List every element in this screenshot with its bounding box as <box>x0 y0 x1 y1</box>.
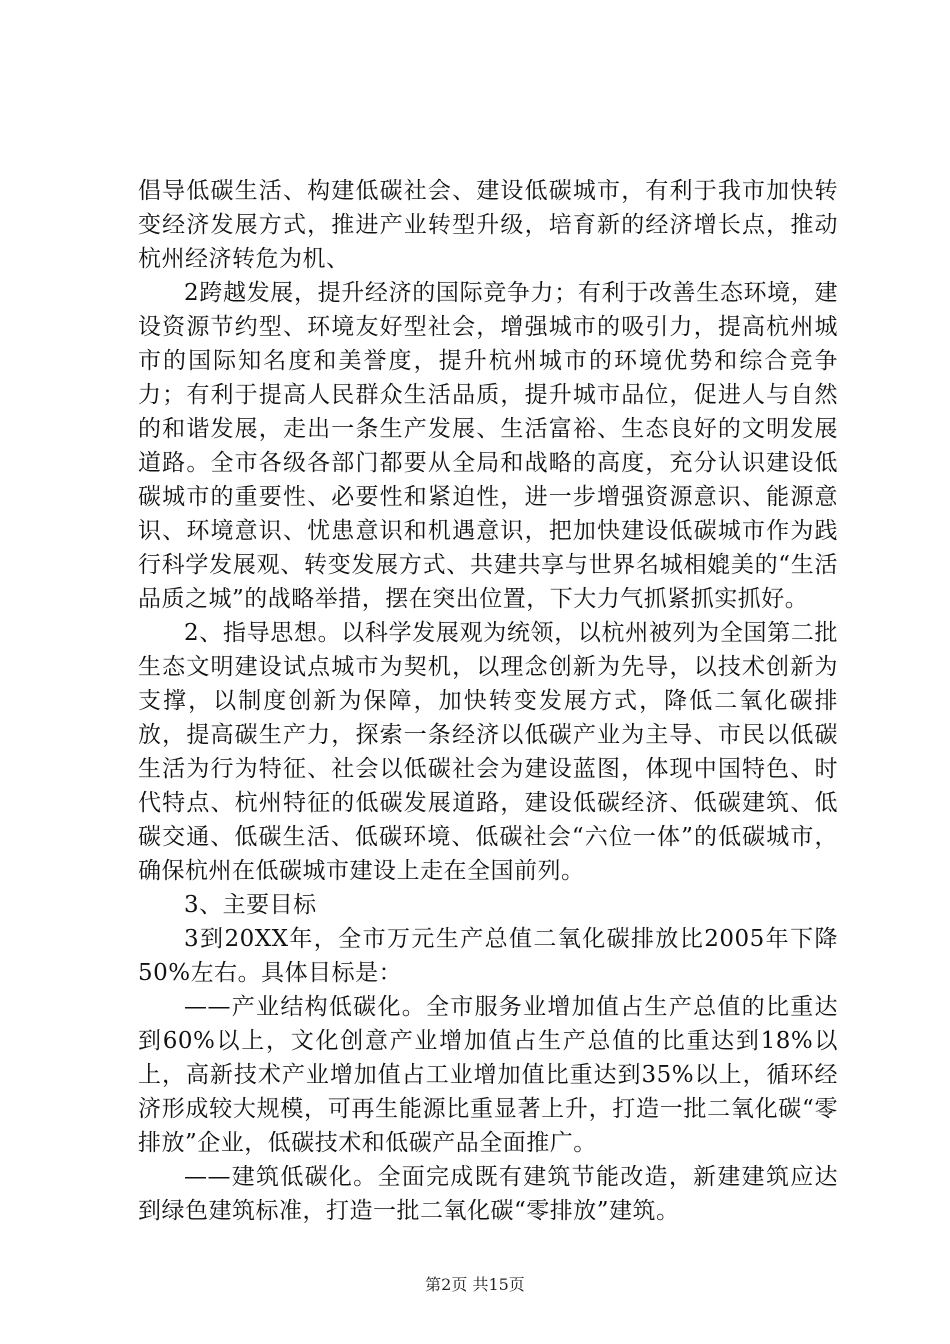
paragraph-intro-continuation: 倡导低碳生活、构建低碳社会、建设低碳城市，有利于我市加快转变经济发展方式，推进产业转型升级，培育新的经济增长点，推动杭州经济转危为机、 <box>138 178 838 272</box>
page-number: 第2页 共15页 <box>425 1275 525 1294</box>
document-body <box>138 174 838 1228</box>
page-footer <box>0 1275 950 1295</box>
paragraph-guiding-ideology: 2、指导思想。以科学发展观为统领，以杭州被列为全国第二批生态文明建设试点城市为契机，以理念创新为先导，以技术创新为支撑，以制度创新为保障，加快转变发展方式，降低二氧化碳排放，提高碳生产力，探索一条经济以低碳产业为主导、市民以低碳生活为行为特征、社会以低碳社会为建设蓝图，体现中国特色、时代特点、杭州特征的低碳发展道路，建设低碳经济、低碳建筑、低碳交通、低碳生活、低碳环境、低碳社会“六位一体”的低碳城市，确保杭州在低碳城市建设上走在全国前列。 <box>138 620 838 884</box>
paragraph-significance: 2跨越发展，提升经济的国际竞争力；有利于改善生态环境，建设资源节约型、环境友好型社会，增强城市的吸引力，提高杭州城市的国际知名度和美誉度，提升杭州城市的环境优势和综合竞争力；有利于提高人民群众生活品质，提升城市品位，促进人与自然的和谐发展，走出一条生产发展、生活富裕、生态良好的文明发展道路。全市各级各部门都要从全局和战略的高度，充分认识建设低碳城市的重要性、必要性和紧迫性，进一步增强资源意识、能源意识、环境意识、忧患意识和机遇意识，把加快建设低碳城市作为践行科学发展观、转变发展方式、共建共享与世界名城相媲美的“生活品质之城”的战略举措，摆在突出位置，下大力气抓紧抓实抓好。 <box>138 280 838 612</box>
paragraph-building-low-carbon: ——建筑低碳化。全面完成既有建筑节能改造，新建建筑应达到绿色建筑标准，打造一批二氧化碳“零排放”建筑。 <box>138 1164 838 1224</box>
paragraph-industry-low-carbon: ——产业结构低碳化。全市服务业增加值占生产总值的比重达到60%以上，文化创意产业增加值占生产总值的比重达到18%以上，高新技术产业增加值占工业增加值比重达到35%以上，循环经济形成较大规模，可再生能源比重显著上升，打造一批二氧化碳“零排放”企业，低碳技术和低碳产品全面推广。 <box>138 994 838 1156</box>
section-heading-main-goals: 3、主要目标 <box>184 892 317 918</box>
paragraph-emission-target: 3到20XX年，全市万元生产总值二氧化碳排放比2005年下降50%左右。具体目标是： <box>138 926 838 986</box>
